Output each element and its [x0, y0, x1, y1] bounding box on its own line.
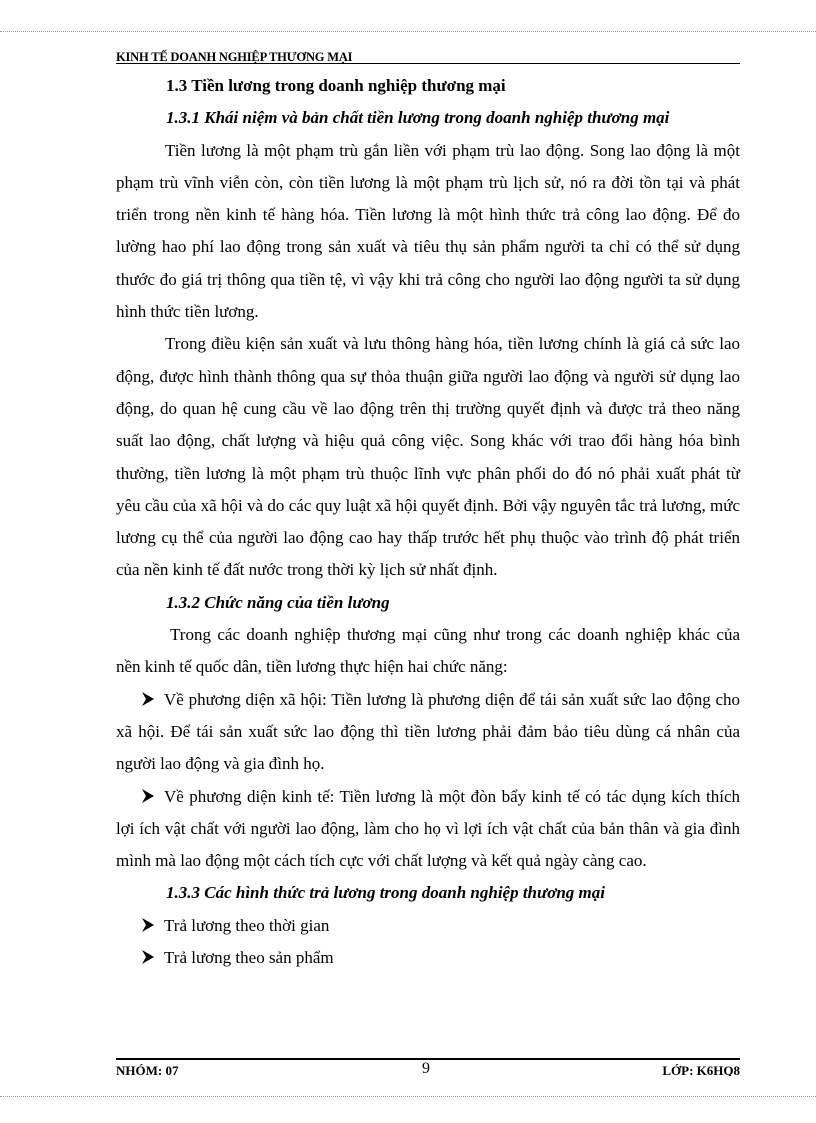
arrow-bullet-icon	[142, 918, 154, 932]
paragraph-1-3-2-intro: Trong các doanh nghiệp thương mại cũng như trong các doanh nghiệp khác của nền kinh tế quốc dân, tiền lương thực hiện hai chức năng:	[116, 625, 740, 677]
page-footer	[116, 1062, 740, 1076]
bullet-text: Về phương diện xã hội: Tiền lương là phương diện để tái sản xuất sức lao động cho xã hội. Để tái sản xuất sức lao động thì tiền lương phải đảm bảo tiêu dùng cá nhân của người lao động và gia đình họ.	[116, 689, 740, 774]
bullet-time-based-pay	[116, 910, 740, 942]
page-bottom-border	[0, 1096, 816, 1097]
bullet-text: Trả lương theo thời gian	[164, 915, 330, 935]
footer-rule	[116, 1058, 740, 1060]
paragraph-1-3-1-a: Tiền lương là một phạm trù gắn liền với phạm trù lao động. Song lao động là một phạm trù vĩnh viễn còn, còn tiền lương là một phạm trù lịch sử, nó ra đời tồn tại và phát triển trong nền kinh tế hàng hóa. Tiền lương là một hình thức trả công lao động. Để đo lường hao phí lao động trong sản xuất và tiêu thụ sản phẩm người ta chỉ có thể sử dụng thước đo giá trị thông qua tiền tệ, vì vậy khi trả công cho người lao động người ta sử dụng hình thức tiền lương.	[116, 140, 740, 322]
running-header: KINH TẾ DOANH NGHIỆP THƯƠNG MẠI	[116, 50, 353, 64]
bullet-text: Trả lương theo sản phẩm	[164, 948, 334, 968]
header-rule	[116, 63, 740, 64]
arrow-bullet-icon	[142, 950, 154, 964]
page-body	[116, 70, 740, 974]
page-number: 9	[422, 1062, 430, 1076]
footer-class: LỚP: K6HQ8	[662, 1063, 740, 1076]
subsection-heading-1-3-2: 1.3.2 Chức năng của tiền lương	[166, 592, 390, 612]
subsection-heading-1-3-3: 1.3.3 Các hình thức trả lương trong doanh nghiệp thương mại	[166, 883, 605, 903]
bullet-social-aspect	[116, 684, 740, 781]
paragraph-1-3-1-b: Trong điều kiện sản xuất và lưu thông hàng hóa, tiền lương chính là giá cả sức lao động, được hình thành thông qua sự thỏa thuận giữa người lao động và người sử dụng lao động, do quan hệ cung cầu về lao động trên thị trường quyết định và được trả theo năng suất lao động, chất lượng và hiệu quả công việc. Song khác với trao đổi hàng hóa bình thường, tiền lương là một phạm trù thuộc lĩnh vực phân phối do đó nó phải xuất phát từ yêu cầu của xã hội và do các quy luật xã hội quyết định. Bởi vậy nguyên tắc trả lương, mức lương cụ thể của người lao động cao hay thấp trước hết phụ thuộc vào trình độ phát triển của nền kinh tế đất nước trong thời kỳ lịch sử nhất định.	[116, 334, 740, 580]
arrow-bullet-icon	[142, 692, 154, 706]
bullet-product-based-pay	[116, 942, 740, 974]
page-top-border	[0, 31, 816, 32]
bullet-economic-aspect	[116, 781, 740, 878]
arrow-bullet-icon	[142, 789, 154, 803]
bullet-text: Về phương diện kinh tế: Tiền lương là một đòn bẩy kinh tế có tác dụng kích thích lợi ích vật chất với người lao động, làm cho họ vì lợi ích vật chất của bản thân và gia đình mình mà lao động một cách tích cực với chất lượng và kết quả ngày càng cao.	[116, 786, 740, 871]
footer-group: NHÓM: 07	[116, 1063, 179, 1076]
subsection-heading-1-3-1: 1.3.1 Khái niệm và bản chất tiền lương trong doanh nghiệp thương mại	[166, 108, 670, 128]
section-heading-1-3: 1.3 Tiền lương trong doanh nghiệp thương mại	[166, 76, 506, 95]
